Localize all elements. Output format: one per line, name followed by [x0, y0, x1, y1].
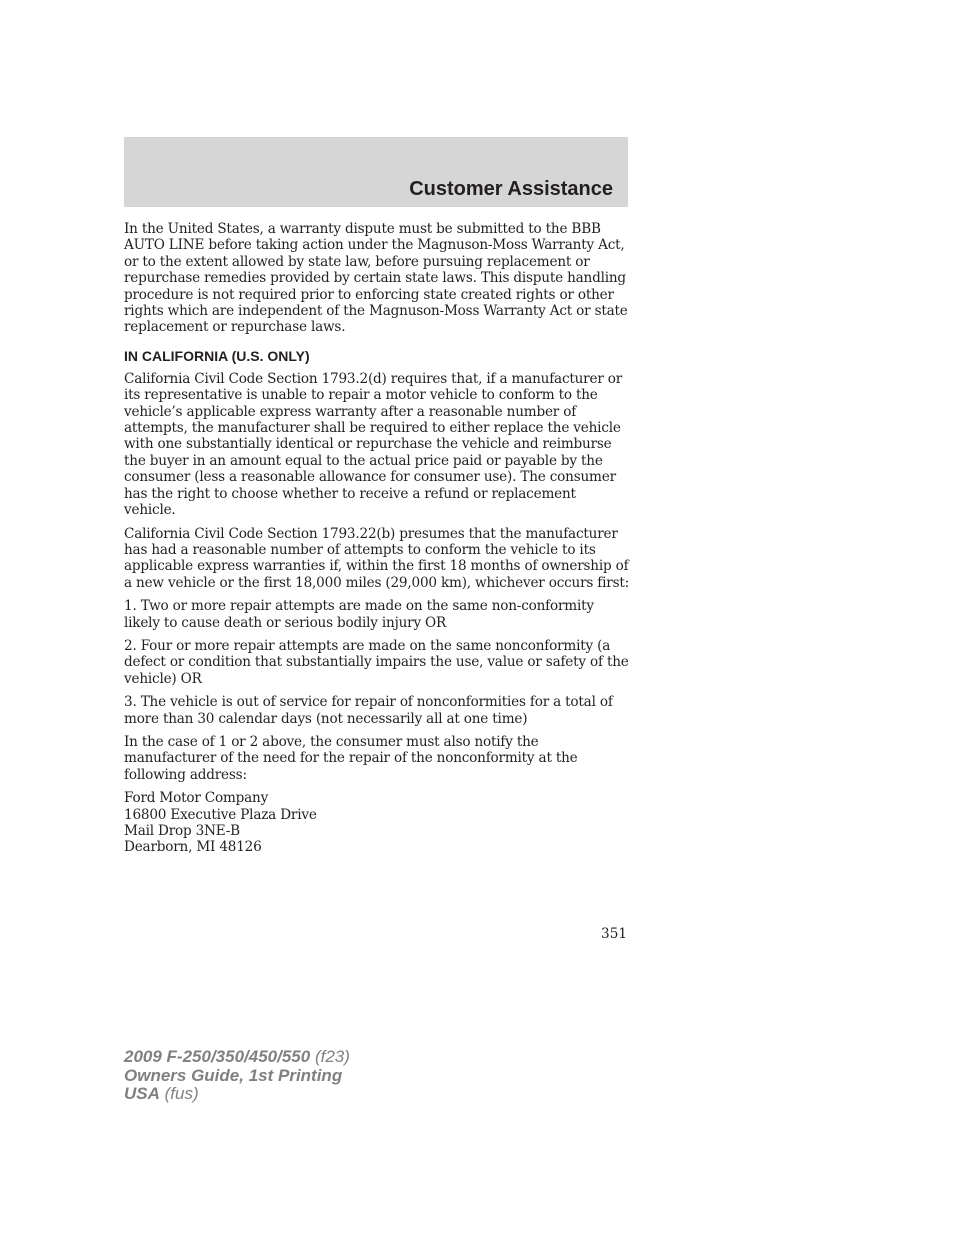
- footer-region-line: [124, 1085, 350, 1104]
- page-number: 351: [601, 926, 627, 942]
- footer-guide-line: [124, 1067, 350, 1086]
- section-title: Customer Assistance: [409, 178, 613, 200]
- footer-region-code: (fus): [164, 1084, 199, 1103]
- footer-model-code: (f23): [314, 1047, 350, 1066]
- footer-region: USA: [124, 1084, 160, 1103]
- california-heading: IN CALIFORNIA (U.S. ONLY): [124, 347, 310, 364]
- footer-guide: Owners Guide, 1st Printing: [124, 1065, 343, 1085]
- document-footer: [124, 1048, 350, 1104]
- list-item-2: 2. Four or more repair attempts are made on the same nonconformity (a defect or condition that substantially impairs the use, value or safety of the vehicle) OR: [124, 637, 629, 687]
- address-line-street: 16800 Executive Plaza Drive: [124, 806, 317, 823]
- address-line-city: Dearborn, MI 48126: [124, 839, 262, 856]
- intro-paragraph: In the United States, a warranty dispute must be submitted to the BBB AUTO LINE before taking action under the Magnuson-Moss Warranty Act, or to the extent allowed by state law, before pursuing replacement or repurchase remedies provided by certain state laws. This dispute handling procedure is not required prior to enforcing state created rights or other rights which are independent of the Magnuson-Moss Warranty Act or state replacement or repurchase laws.: [124, 221, 628, 336]
- address-line-maildrop: Mail Drop 3NE-B: [124, 823, 240, 839]
- civil-code-1793-22-paragraph: California Civil Code Section 1793.22(b) presumes that the manufacturer has had a reasonable number of attempts to conform the vehicle to its applicable express warranties if, within the first 18 months of ownership of a new vehicle or the first 18,000 miles (29,000 km), whichever occurs first:: [124, 525, 629, 591]
- page-content: [124, 221, 629, 856]
- footer-model-line: [124, 1048, 350, 1067]
- list-item-3: 3. The vehicle is out of service for repair of nonconformities for a total of more than 30 calendar days (not necessarily all at one time): [124, 694, 613, 727]
- section-header-band: [124, 137, 628, 207]
- footer-model: 2009 F-250/350/450/550: [124, 1047, 311, 1066]
- notify-paragraph: In the case of 1 or 2 above, the consumer must also notify the manufacturer of the need for the repair of the nonconformity at the following address:: [124, 733, 578, 783]
- list-item-1: 1. Two or more repair attempts are made on the same non-conformity likely to cause death or serious bodily injury OR: [124, 598, 594, 631]
- mailing-address: [124, 790, 629, 856]
- civil-code-1793-2-paragraph: California Civil Code Section 1793.2(d) requires that, if a manufacturer or its representative is unable to repair a motor vehicle to conform to the vehicle’s applicable express warranty after a reasonable number of attempts, the manufacturer shall be required to either replace the vehicle with one substantially identical or repurchase the vehicle and reimburse the buyer in an amount equal to the actual price paid or payable by the consumer (less a reasonable allowance for consumer use). The consumer has the right to choose whether to receive a refund or replacement vehicle.: [124, 370, 623, 519]
- address-line-company: Ford Motor Company: [124, 790, 269, 807]
